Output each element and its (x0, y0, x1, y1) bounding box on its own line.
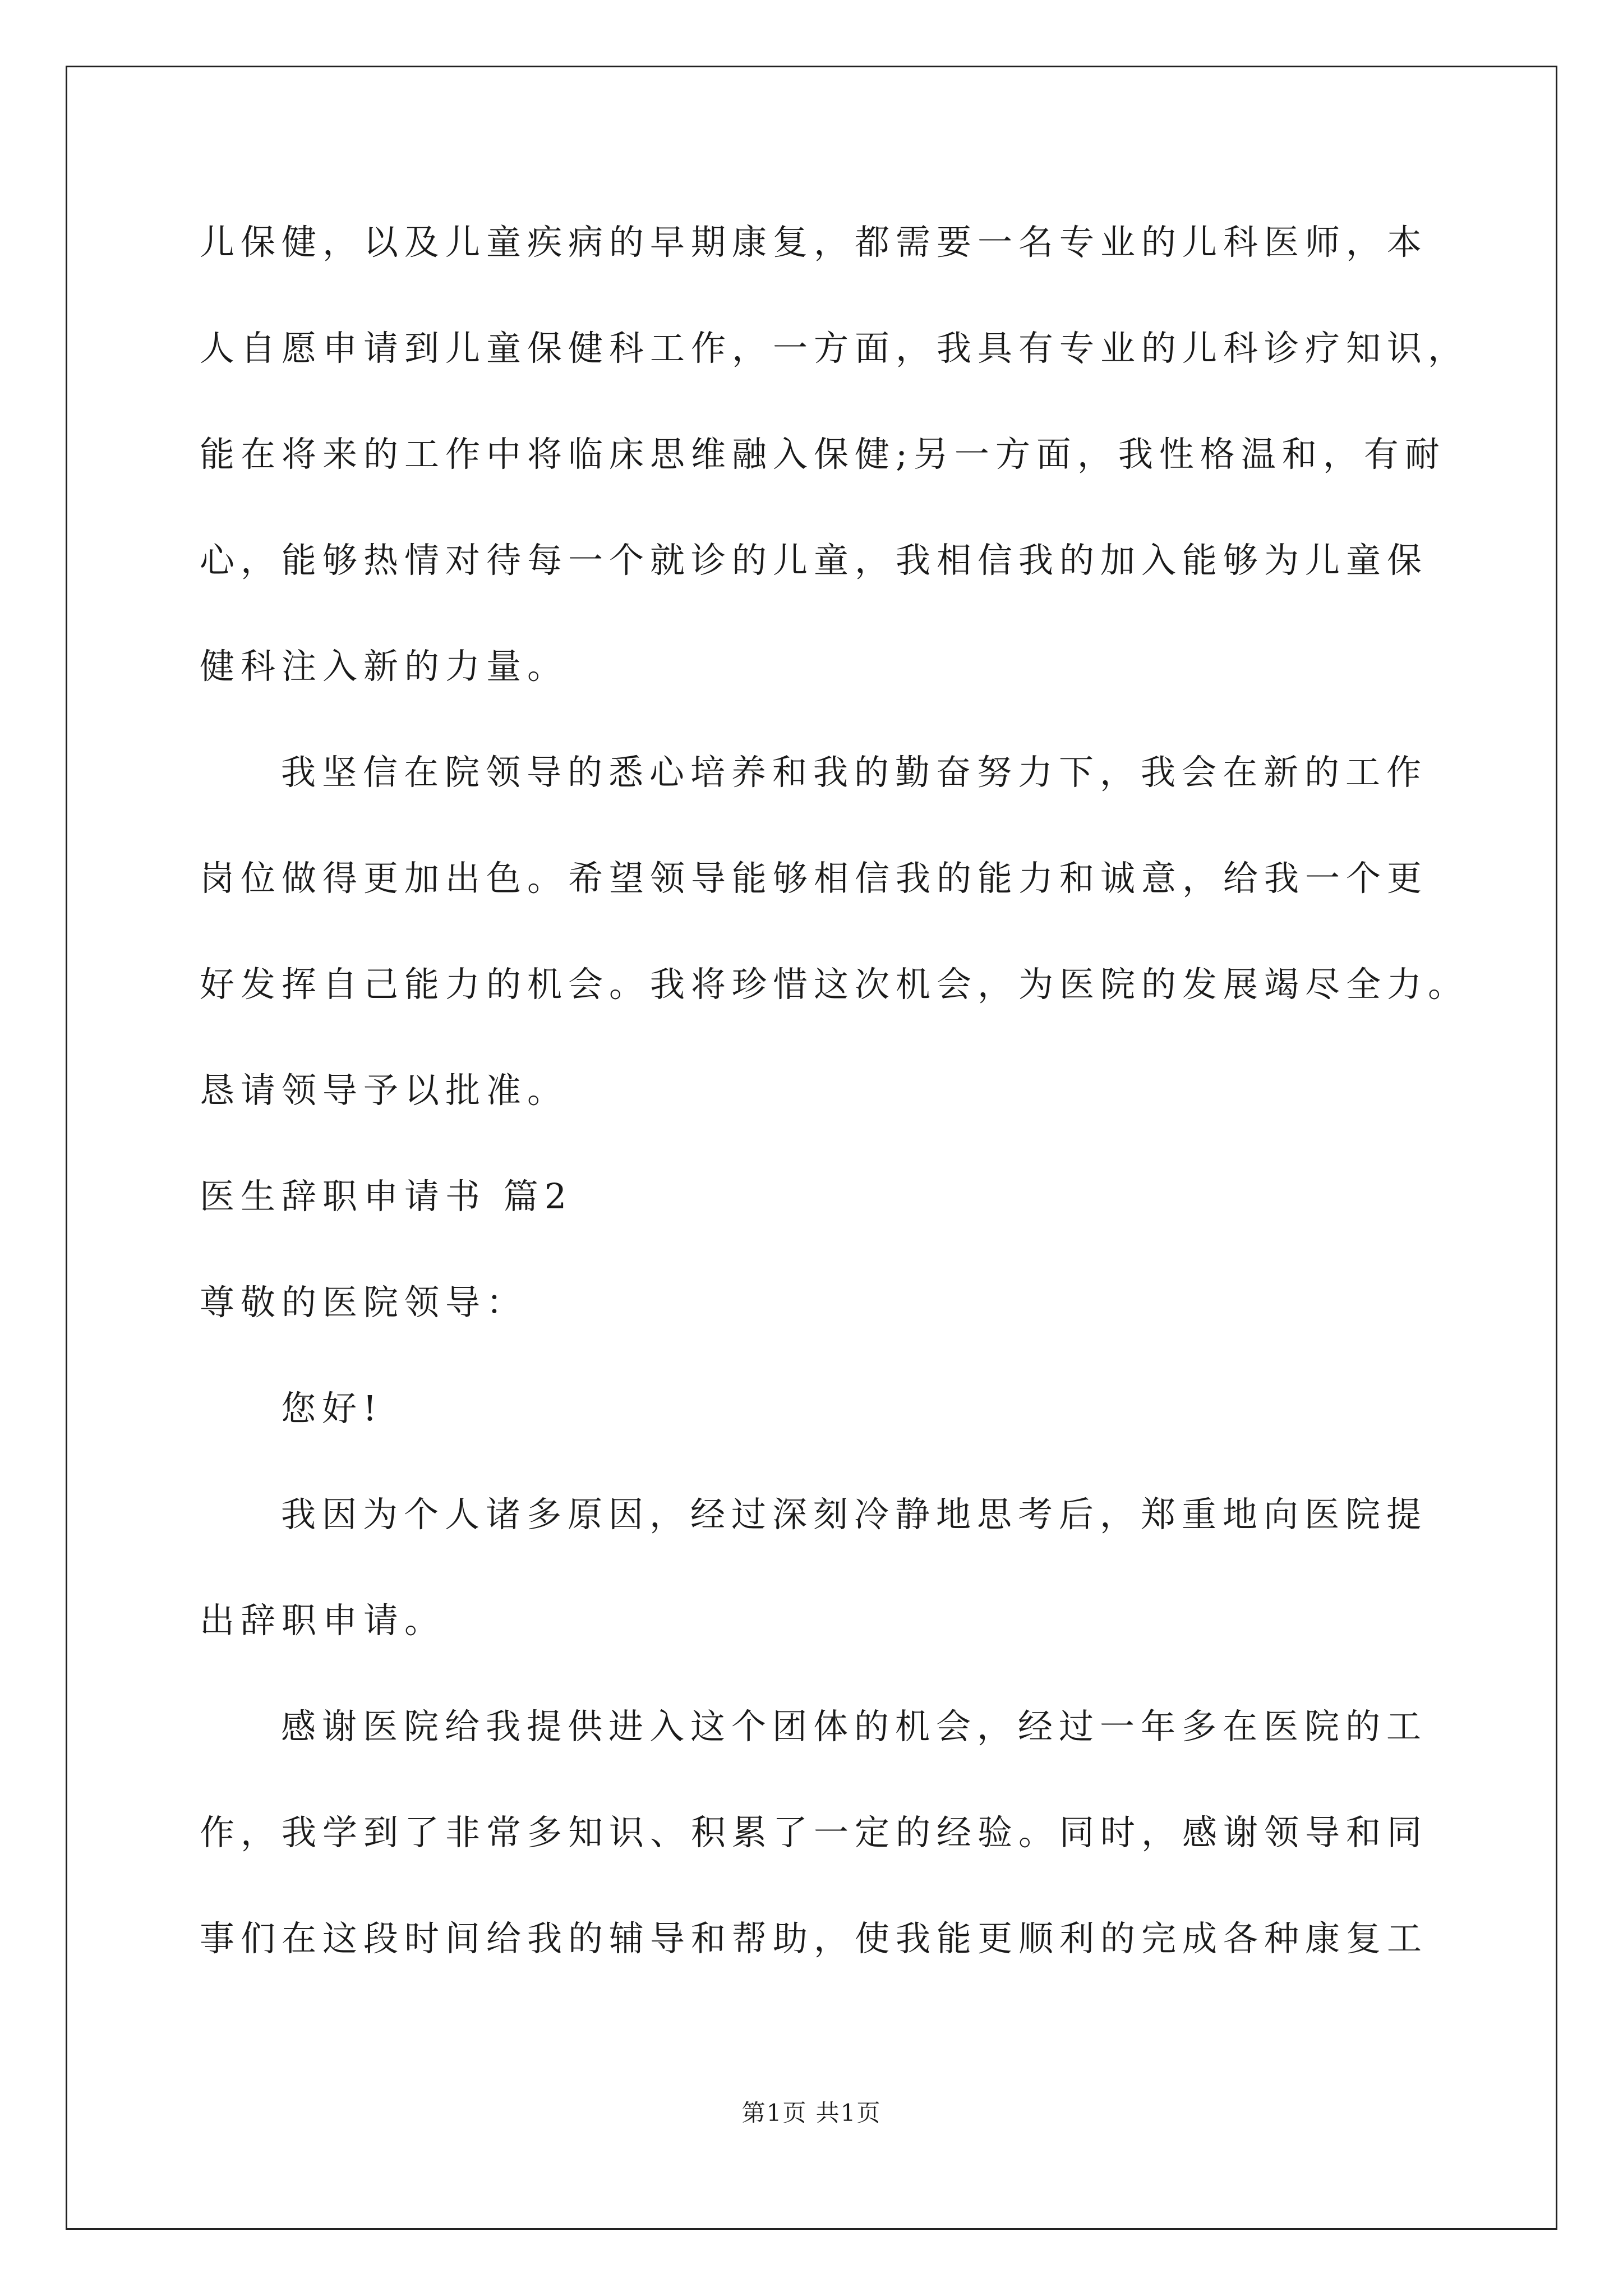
section-heading: 医生辞职申请书 篇2 (200, 1176, 573, 1217)
paragraph-line: 好发挥自己能力的机会。我将珍惜这次机会，为医院的发展竭尽全力。 (200, 964, 1469, 1005)
paragraph-line: 健科注入新的力量。 (200, 646, 569, 687)
greeting: 您好! (281, 1388, 383, 1429)
paragraph-line: 我坚信在院领导的悉心培养和我的勤奋努力下，我会在新的工作 (281, 752, 1428, 793)
paragraph-line: 我因为个人诸多原因，经过深刻冷静地思考后，郑重地向医院提 (281, 1494, 1428, 1535)
paragraph-line: 岗位做得更加出色。希望领导能够相信我的能力和诚意，给我一个更 (200, 858, 1428, 899)
page-number-footer: 第1页 共1页 (741, 2099, 882, 2127)
paragraph-line: 事们在这段时间给我的辅导和帮助，使我能更顺利的完成各种康复工 (200, 1918, 1428, 1959)
paragraph-line: 人自愿申请到儿童保健科工作，一方面，我具有专业的儿科诊疗知识， (200, 328, 1469, 369)
paragraph-line: 作，我学到了非常多知识、积累了一定的经验。同时，感谢领导和同 (200, 1812, 1428, 1853)
page-border (66, 66, 1557, 2230)
paragraph-line: 儿保健，以及儿童疾病的早期康复，都需要一名专业的儿科医师，本 (200, 222, 1428, 263)
paragraph-line: 心，能够热情对待每一个就诊的儿童，我相信我的加入能够为儿童保 (200, 540, 1428, 581)
paragraph-line: 恳请领导予以批准。 (200, 1070, 569, 1111)
paragraph-line: 感谢医院给我提供进入这个团体的机会，经过一年多在医院的工 (281, 1706, 1428, 1747)
salutation: 尊敬的医院领导： (200, 1282, 528, 1323)
paragraph-line: 能在将来的工作中将临床思维融入保健;另一方面，我性格温和，有耐 (200, 434, 1446, 475)
paragraph-line: 出辞职申请。 (200, 1600, 446, 1641)
